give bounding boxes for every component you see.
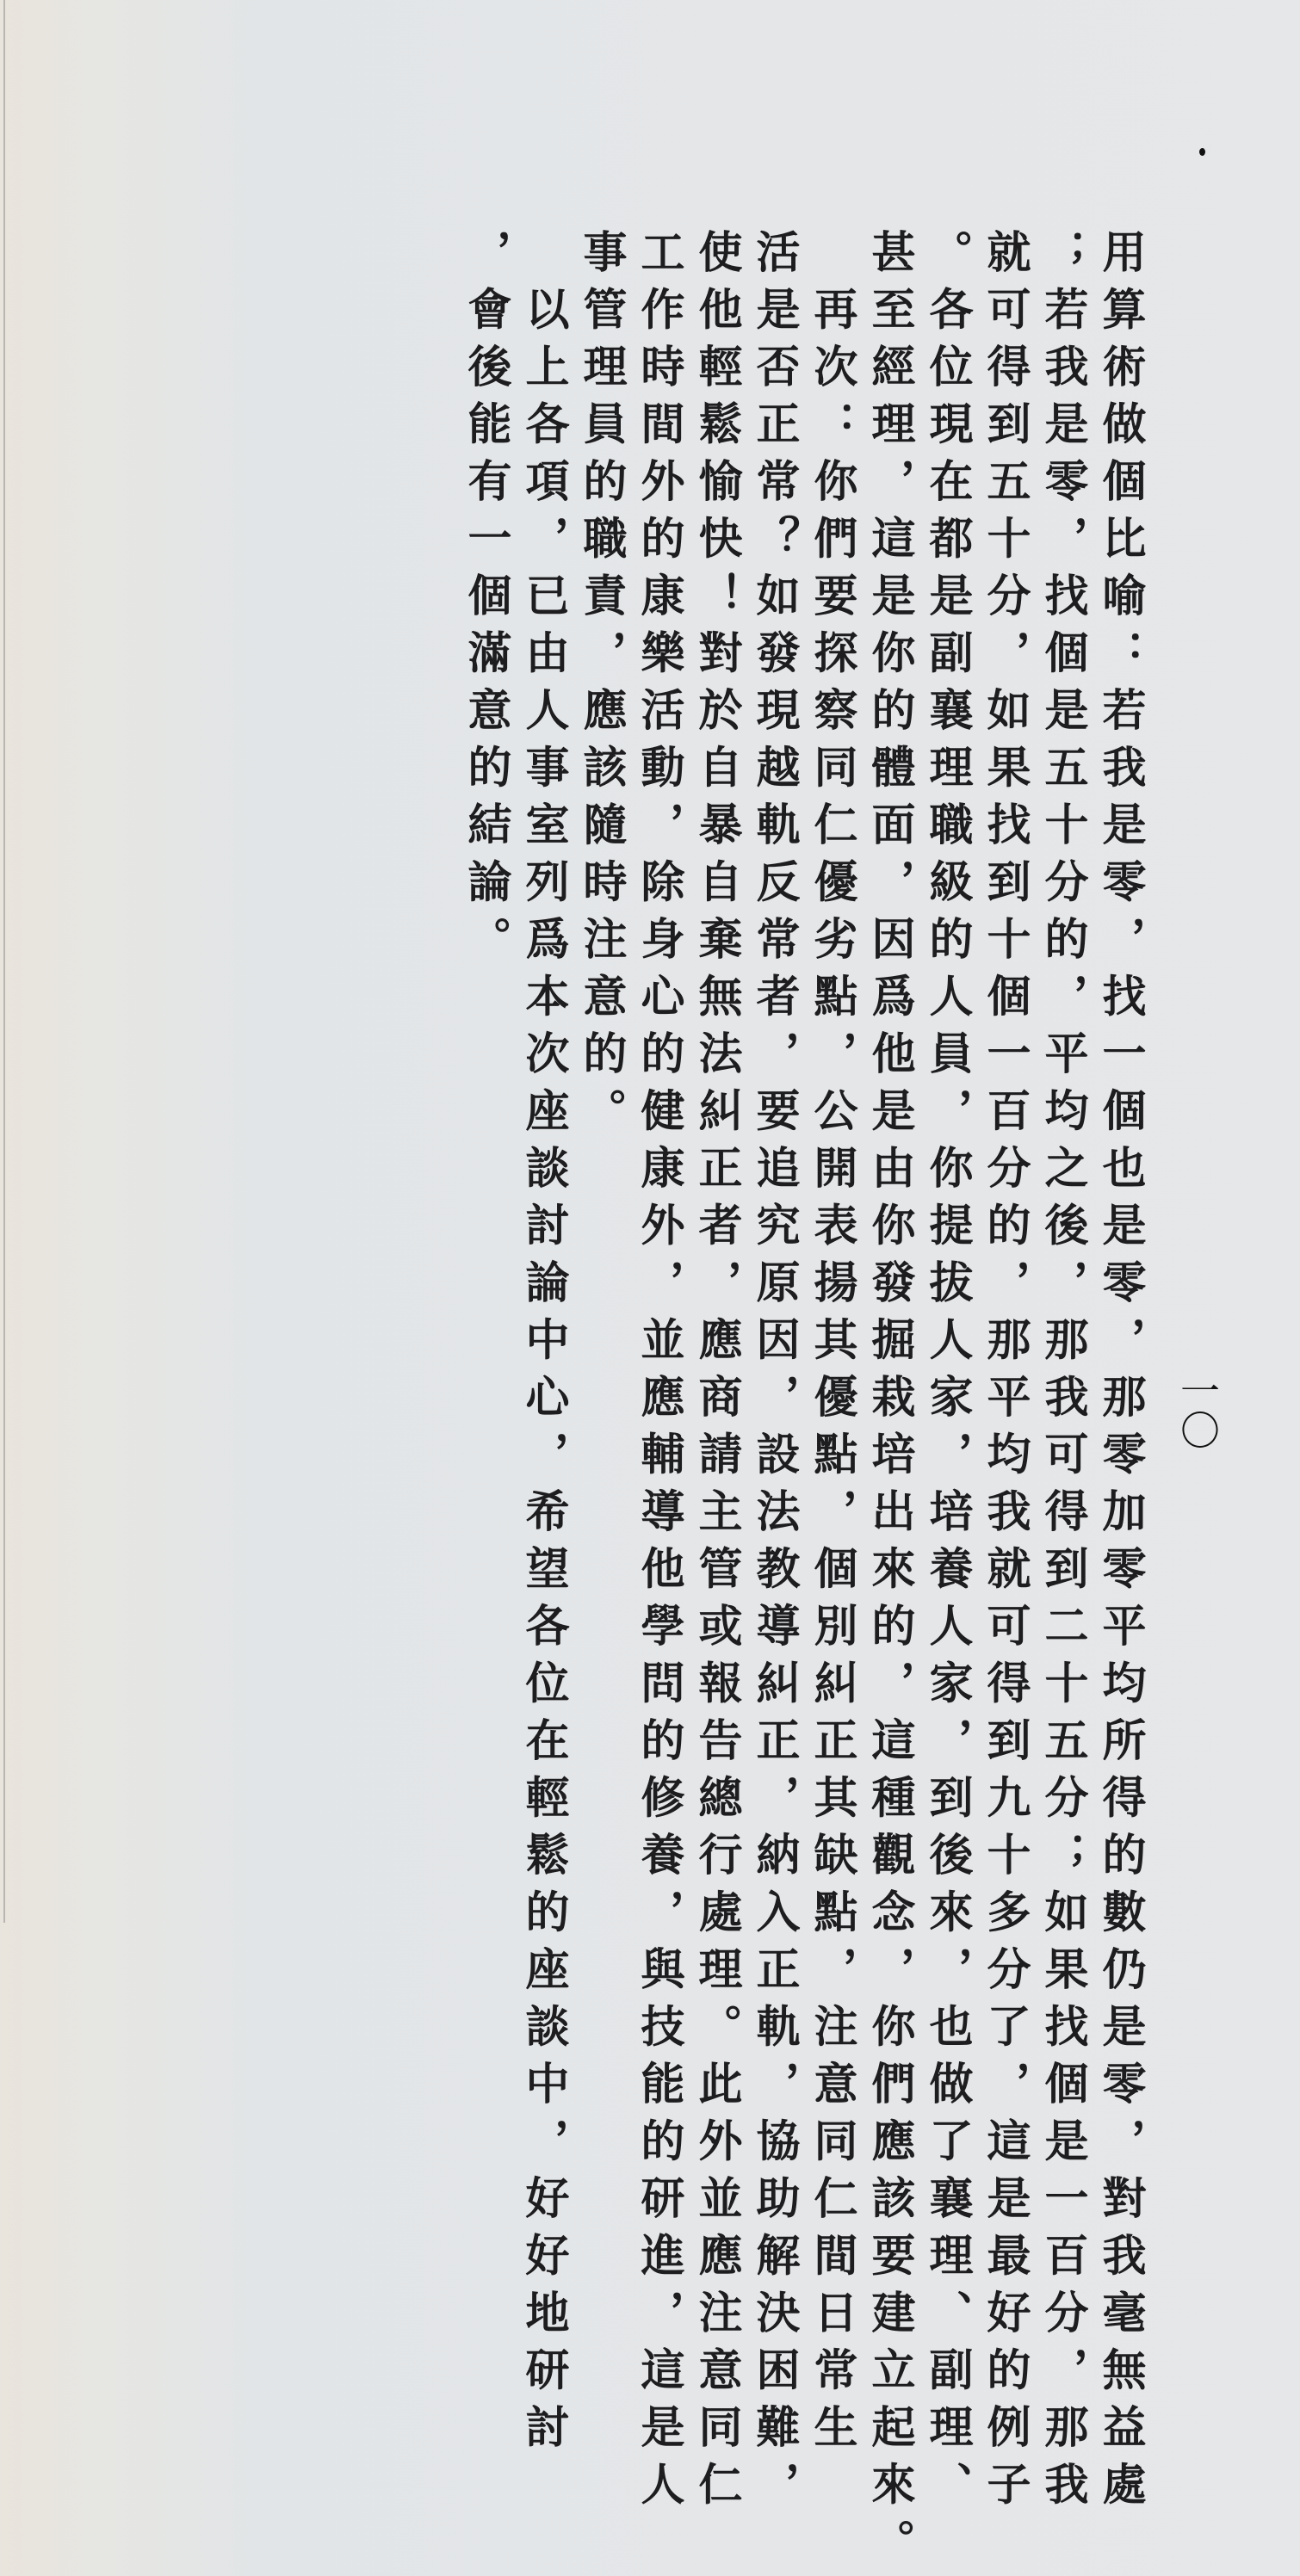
text-column-11: 以上各項，已由人事室列爲本次座談討論中心，希望各位在輕鬆的座談中，好好地研討	[517, 229, 569, 2462]
page-number: 一〇	[1174, 1370, 1221, 1449]
text-column-7: 活是否正常？如發現越軌反常者，要追究原因，設法教導糾正，納入正軌，協助解決困難，	[748, 229, 800, 2518]
text-column-3: 就可得到五十分，如果找到十個一百分的，那平均我就可得到九十多分了，這是最好的例子	[979, 229, 1031, 2518]
ink-speck	[1199, 148, 1205, 156]
text-column-1: 用算術做個比喻：若我是零，找一個也是零，那零加零平均所得的數仍是零，對我毫無益處	[1094, 229, 1146, 2518]
text-column-6: 再次：你們要探察同仁優劣點，公開表揚其優點，個別糾正其缺點，注意同仁間日常生	[806, 229, 857, 2462]
text-column-9: 工作時間外的康樂活動，除身心的健康外，並應輔導他學問的修養，與技能的研進，這是人	[633, 229, 684, 2518]
text-column-4: 。各位現在都是副襄理職級的人員，你提拔人家，培養人家，到後來，也做了襄理、副理、	[921, 229, 973, 2518]
body-text	[456, 229, 1148, 2576]
text-column-10: 事管理員的職責，應該隨時注意的。	[575, 229, 627, 1145]
text-column-8: 使他輕鬆愉快！對於自暴自棄無法糾正者，應商請主管或報告總行處理。此外並應注意同仁	[690, 229, 742, 2518]
text-column-2: ；若我是零，找個是五十分的，平均之後，那我可得到二十五分；如果找個是一百分，那我	[1037, 229, 1088, 2518]
page-edge	[3, 0, 5, 1923]
text-column-5: 甚至經理，這是你的體面，因爲他是由你發掘栽培出來的，這種觀念，你們應該要建立起來。	[864, 229, 915, 2576]
text-column-12: ，會後能有一個滿意的結論。	[460, 229, 511, 973]
